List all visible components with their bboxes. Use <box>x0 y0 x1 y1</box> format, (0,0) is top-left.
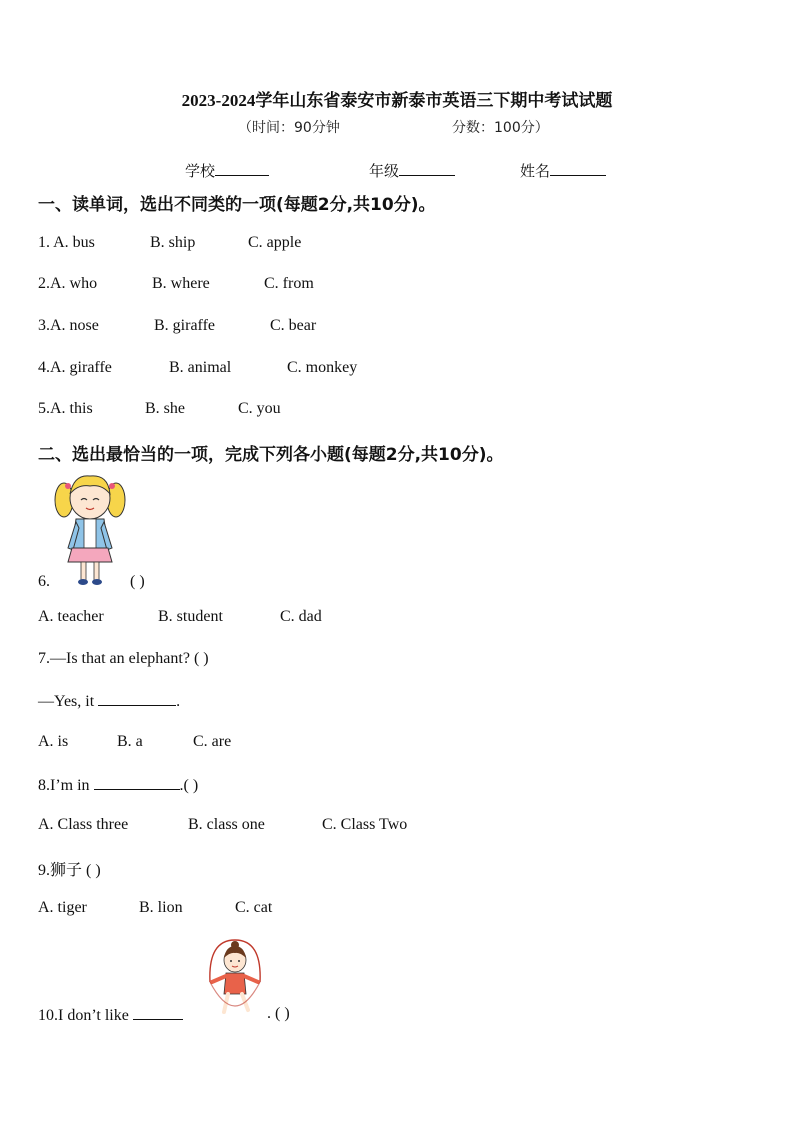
q4-option-c[interactable]: C. monkey <box>287 359 358 376</box>
grade-label: 年级 <box>369 162 400 180</box>
section2-heading: 二、选出最恰当的一项，完成下列各小题(每题2分,共10分)。 <box>38 445 504 465</box>
q7-option-b[interactable]: B. a <box>117 733 143 750</box>
option-a[interactable]: A. giraffe <box>50 359 112 376</box>
name-blank[interactable] <box>550 161 606 176</box>
q3-option-b[interactable]: B. giraffe <box>154 317 216 334</box>
q10-blank[interactable] <box>133 1005 183 1020</box>
q9-option-b[interactable]: B. lion <box>139 899 183 916</box>
q7-question: 7.—Is that an elephant? ( ) <box>38 650 209 667</box>
question-number: 5. <box>38 400 50 417</box>
school-field[interactable] <box>185 160 269 181</box>
q6-answer-paren[interactable]: ( ) <box>130 573 145 590</box>
q7-option-c[interactable]: C. are <box>193 733 232 750</box>
q7-option-a[interactable]: A. is <box>38 733 69 750</box>
option-a[interactable]: A. who <box>50 275 98 292</box>
q2-option-c[interactable]: C. from <box>264 275 314 292</box>
q7-blank[interactable] <box>98 691 176 706</box>
question-5 <box>38 400 93 418</box>
q7-suffix: . <box>176 693 181 710</box>
q5-option-c[interactable]: C. you <box>238 400 281 417</box>
q6-number: 6. <box>38 573 50 590</box>
question-number: 3. <box>38 317 50 334</box>
option-a[interactable]: A. bus <box>53 234 95 251</box>
q3-option-c[interactable]: C. bear <box>270 317 317 334</box>
question-1 <box>38 234 95 252</box>
exam-score: 分数：100分） <box>452 120 549 136</box>
q10-question <box>38 1005 183 1025</box>
q9-option-c[interactable]: C. cat <box>235 899 273 916</box>
section1-heading: 一、读单词，选出不同类的一项(每题2分,共10分)。 <box>38 195 436 215</box>
school-blank[interactable] <box>215 161 269 176</box>
q9-option-a[interactable]: A. tiger <box>38 899 87 916</box>
q8-blank[interactable] <box>94 775 180 790</box>
option-a[interactable]: A. nose <box>50 317 99 334</box>
q1-option-c[interactable]: C. apple <box>248 234 302 251</box>
q8-option-c[interactable]: C. Class Two <box>322 816 408 833</box>
jump-rope-illustration <box>204 936 266 1024</box>
grade-field[interactable] <box>369 160 455 181</box>
question-number: 2. <box>38 275 50 292</box>
q8-option-b[interactable]: B. class one <box>188 816 265 833</box>
exam-time: （时间：90分钟 <box>238 120 340 136</box>
q2-option-b[interactable]: B. where <box>152 275 210 292</box>
q10-prefix: 10.I don’t like <box>38 1007 129 1024</box>
q8-question <box>38 775 198 795</box>
q6-option-b[interactable]: B. student <box>158 608 223 625</box>
option-a[interactable]: A. this <box>50 400 93 417</box>
page-title: 2023-2024学年山东省泰安市新泰市英语三下期中考试试题 <box>181 91 613 110</box>
grade-blank[interactable] <box>399 161 455 176</box>
q5-option-b[interactable]: B. she <box>145 400 185 417</box>
q9-question: 9.狮子 ( ) <box>38 862 101 879</box>
question-number: 1. <box>38 234 54 251</box>
question-2 <box>38 275 97 293</box>
name-field[interactable] <box>520 160 606 181</box>
name-label: 姓名 <box>520 162 551 180</box>
student-girl-illustration <box>52 472 128 588</box>
q1-option-b[interactable]: B. ship <box>150 234 196 251</box>
school-label: 学校 <box>185 162 216 180</box>
q8-option-a[interactable]: A. Class three <box>38 816 129 833</box>
q8-suffix: .( ) <box>179 777 199 794</box>
q8-prefix: 8.I’m in <box>38 777 90 794</box>
q6-option-c[interactable]: C. dad <box>280 608 322 625</box>
q7-answer-line <box>38 691 180 711</box>
question-number: 4. <box>38 359 50 376</box>
q7-prefix: —Yes, it <box>38 693 95 710</box>
q6-option-a[interactable]: A. teacher <box>38 608 104 625</box>
question-3 <box>38 317 99 335</box>
question-4 <box>38 359 112 377</box>
q10-suffix[interactable]: . ( ) <box>267 1005 290 1022</box>
q4-option-b[interactable]: B. animal <box>169 359 232 376</box>
